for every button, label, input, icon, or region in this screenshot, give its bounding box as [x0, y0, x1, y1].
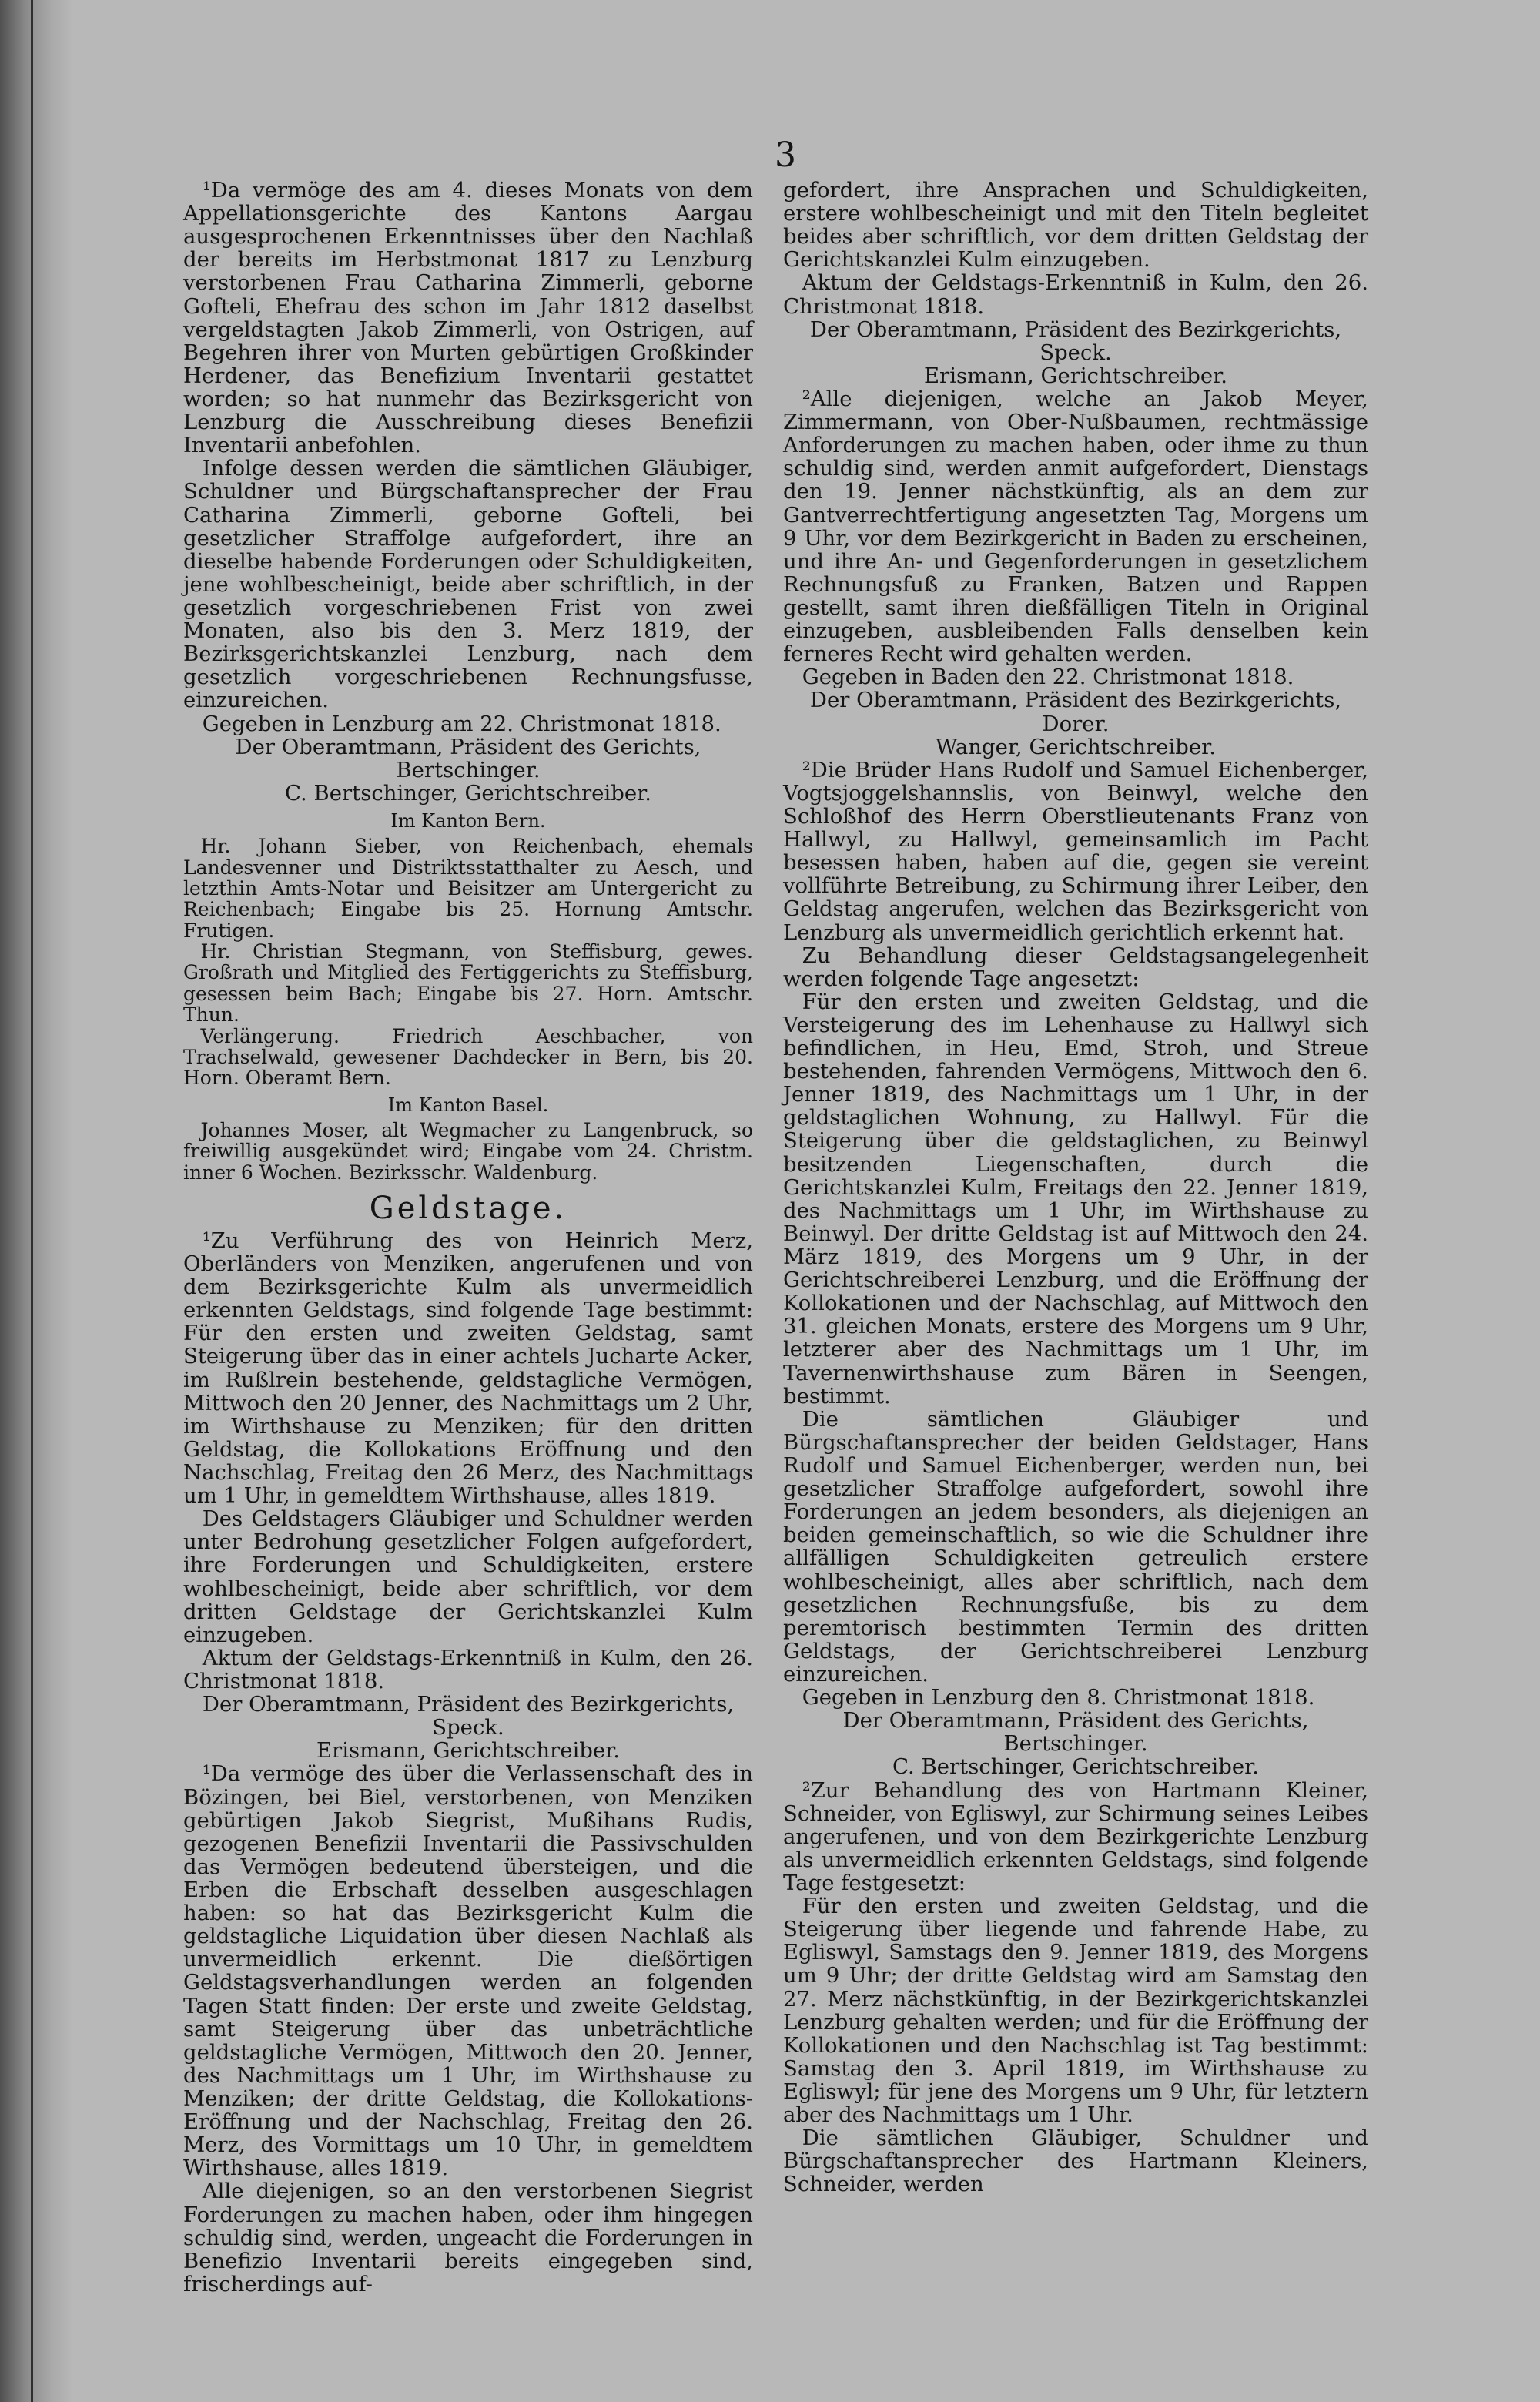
notice-text: ²Zur Behandlung des von Hartmann Kleiner, Schneider, von Egliswyl, zur Schirmung seines Leibes angerufenen, und von dem Bezirkgerichte Lenzburg als unvermeidlich erkennten Geldstags, sind folgende Tage festgesetzt:	[783, 1777, 1368, 1895]
notice-text: gefordert, ihre Ansprachen und Schuldigkeiten, erstere wohlbescheinigt und mit den Titeln begleitet beides aber schriftlich, vor dem dritten Geldstag der Gerichtskanzlei Kulm einzugeben.	[783, 178, 1368, 273]
notice-text: Infolge dessen werden die sämtlichen Gläubiger, Schuldner und Bürgschaftansprecher der Frau Catharina Zimmerli, geborne Gofteli, bei gesetzlicher Straffolge aufgefordert, ihre an dieselbe habende Forderungen oder Schuldigkeiten, jene wohlbescheinigt, beide aber schriftlich, in der gesetzlich vorgeschriebenen Frist von zwei Monaten, also bis den 3. Merz 1819, der Bezirksgerichtskanzlei Lenzburg, nach dem gesetzlich vorgeschriebenen Rechnungsfusse, einzureichen.	[183, 456, 753, 713]
notice-text: Des Geldstagers Gläubiger und Schuldner werden unter Bedrohung gesetzlicher Folgen aufgefordert, ihre Forderungen und Schuldigkeiten, erstere wohlbescheinigt, beide aber schriftlich, vor dem dritten Geldstage der Gerichtskanzlei Kulm einzugeben.	[183, 1506, 753, 1647]
region-heading: Im Kanton Basel.	[387, 1094, 549, 1116]
notice-text: Hr. Johann Sieber, von Reichenbach, ehemals Landesvenner und Distriktsstatthalter zu Aesch, und letzthin Amts-Notar und Beisitzer am Untergericht zu Reichenbach; Eingabe bis 25. Hornung Amtschr. Frutigen.	[183, 835, 753, 942]
notice-text: Für den ersten und zweiten Geldstag, und die Steigerung über liegende und fahrende Habe, zu Egliswyl, Samstags den 9. Jenner 1819, des Morgens um 9 Uhr; der dritte Geldstag wird am Samstag den 27. Merz nächstkünftig, in der Bezirkgerichtskanzlei Lenzburg gehalten werden; und für die Eröffnung der Kollokationen und den Nachschlag ist Tag bestimmt: Samstag den 3. April 1819, im Wirthshause zu Egliswyl; für jene des Morgens um 9 Uhr, für letztern aber des Nachmittags um 1 Uhr.	[783, 1894, 1368, 2128]
signature-line: Der Oberamtmann, Präsident des Gerichts,	[235, 734, 701, 759]
signature-line: Bertschinger.	[396, 757, 541, 782]
signature-line: Der Oberamtmann, Präsident des Bezirkgerichts,	[202, 1692, 735, 1717]
binding-edge	[31, 0, 33, 2402]
notice-date: Aktum der Geldstags-Erkenntniß in Kulm, den 26. Christmonat 1818.	[183, 1645, 753, 1693]
signature-line: Speck.	[432, 1715, 504, 1740]
notice-text: Die sämtlichen Gläubiger, Schuldner und Bürgschaftansprecher des Hartmann Kleiners, Schneider, werden	[783, 2126, 1368, 2197]
notice-text: Für den ersten und zweiten Geldstag, und die Versteigerung des im Lehenhause zu Hallwyl sich befindlichen, in Heu, Emd, Stroh, und Streue bestehenden, fahrenden Vermögens, Mittwoch den 6. Jenner 1819, des Nachmittags um 1 Uhr, in der geldstaglichen Wohnung, zu Hallwyl. Für die Steigerung über die geldstaglichen, zu Beinwyl besitzenden Liegenschaften, durch die Gerichtskanzlei Kulm, Freitags den 22. Jenner 1819, des Nachmittags um 1 Uhr, im Wirthshause zu Beinwyl. Der dritte Geldstag ist auf Mittwoch den 24. März 1819, des Morgens um 9 Uhr, in der Gerichtschreiberei Lenzburg, und die Eröffnung der Kollokationen und der Nachschlag, auf Mittwoch den 31. gleichen Monats, erstere des Morgens um 9 Uhr, letzterer aber des Nachmittags um 1 Uhr, im Tavernenwirthshause zum Bären in Seengen, bestimmt.	[783, 989, 1368, 1409]
notice-date: Gegeben in Lenzburg den 8. Christmonat 1818.	[802, 1685, 1315, 1710]
notice-text: Die sämtlichen Gläubiger und Bürgschaftansprecher der beiden Geldstager, Hans Rudolf und Samuel Eichenberger, werden nun, bei gesetzlicher Straffolge aufgefordert, sowohl ihre Forderungen an jedem besonders, als diejenigen an beiden gemeinschaftlich, so wie die Schuldner ihre allfälligen Schuldigkeiten getreulich erstere wohlbescheinigt, alles aber schriftlich, nach dem gesetzlichen Rechnungsfuße, bis zu dem peremtorisch bestimmten Termin des dritten Geldstags, der Gerichtschreiberei Lenzburg einzureichen.	[783, 1406, 1368, 1687]
notice-date: Aktum der Geldstags-Erkenntniß in Kulm, den 26. Christmonat 1818.	[783, 270, 1368, 319]
signature-line: Wanger, Gerichtschreiber.	[936, 734, 1216, 759]
signature-line: C. Bertschinger, Gerichtschreiber.	[285, 780, 651, 806]
signature-line: Erismann, Gerichtschreiber.	[923, 363, 1228, 388]
section-heading: Geldstage.	[369, 1191, 567, 1227]
notice-text: ²Alle diejenigen, welche an Jakob Meyer, Zimmermann, von Ober-Nußbaumen, rechtmässige Anforderungen zu machen haben, oder ihme zu thun schuldig sind, werden anmit aufgefordert, Dienstags den 19. Jenner nächstkünftig, als an dem zur Gantverrechtfertigung angesetzten Tag, Morgens um 9 Uhr, vor dem Bezirkgericht in Baden zu erscheinen, und ihre An- und Gegenforderungen in gesetzlichem Rechnungsfuß zu Franken, Batzen und Rappen gestellt, samt ihren dießfälligen Titeln in Original einzugeben, ausbleibenden Falls denselben kein ferneres Recht wird gehalten werden.	[783, 386, 1368, 667]
notice-text: Alle diejenigen, so an den verstorbenen Siegrist Forderungen zu machen haben, oder ihm hingegen schuldig sind, werden, ungeacht die Forderungen in Benefizio Inventarii bereits eingegeben sind, frischerdings auf-	[183, 2179, 753, 2296]
notice-text: Hr. Christian Stegmann, von Steffisburg, gewes. Großrath und Mitglied des Fertiggerichts zu Steffisburg, gesessen beim Bach; Eingabe bis 27. Horn. Amtschr. Thun.	[183, 940, 753, 1027]
notice-text: Zu Behandlung dieser Geldstagsangelegenheit werden folgende Tage angesetzt:	[783, 943, 1368, 991]
signature-line: Speck.	[1040, 340, 1112, 365]
signature-line: Bertschinger.	[1003, 1731, 1148, 1757]
signature-line: Der Oberamtmann, Präsident des Gerichts,	[842, 1708, 1309, 1734]
notice-date: Gegeben in Lenzburg am 22. Christmonat 1818.	[202, 711, 721, 736]
notice-text: ²Die Brüder Hans Rudolf und Samuel Eichenberger, Vogtsjoggelshannslis, von Beinwyl, welche den Schloßhof des Herrn Oberstlieutenants Franz von Hallwyl, zu Hallwyl, gemeinsamlich im Pacht besessen haben, haben auf die, gegen sie vereint vollführte Betreibung, zu Schirmung ihrer Leiber, den Geldstag angerufen, welchen das Bezirksgericht von Lenzburg als unvermeidlich gerichtlich erkennt hat.	[783, 757, 1368, 945]
book-gutter	[0, 0, 73, 2402]
left-column	[183, 179, 753, 2296]
right-column	[783, 179, 1368, 2196]
region-heading: Im Kanton Bern.	[390, 809, 546, 832]
page-number: 3	[775, 136, 796, 175]
signature-line: Der Oberamtmann, Präsident des Bezirkgerichts,	[809, 317, 1342, 342]
notice-text: ¹Da vermöge des am 4. dieses Monats von dem Appellationsgerichte des Kantons Aargau ausgesprochenen Erkenntnisses über den Nachlaß der bereits im Herbstmonat 1817 zu Lenzburg verstorbenen Frau Catharina Zimmerli, geborne Gofteli, Ehefrau des schon im Jahr 1812 daselbst vergeldstagten Jakob Zimmerli, von Ostrigen, auf Begehren ihrer von Murten gebürtigen Großkinder Herdener, das Benefizium Inventarii gestattet worden; so hat nunmehr das Bezirksgericht von Lenzburg die Ausschreibung dieses Benefizii Inventarii anbefohlen.	[183, 178, 753, 458]
signature-line: Erismann, Gerichtschreiber.	[316, 1738, 621, 1764]
notice-text: Johannes Moser, alt Wegmacher zu Langenbruck, so freiwillig ausgekündet wird; Eingabe vom 24. Christm. inner 6 Wochen. Bezirksschr. Waldenburg.	[183, 1118, 753, 1184]
notice-text: ¹Zu Verführung des von Heinrich Merz, Oberländers von Menziken, angerufenen und von dem Bezirksgerichte Kulm als unvermeidlich erkennten Geldstags, sind folgende Tage bestimmt: Für den ersten und zweiten Geldstag, samt Steigerung über das in einer achtels Jucharte Acker, im Rußlrein bestehende, geldstagliche Vermögen, Mittwoch den 20 Jenner, des Nachmittags um 2 Uhr, im Wirthshause zu Menziken; für den dritten Geldstag, die Kollokations Eröffnung und den Nachschlag, Freitag den 26 Merz, des Nachmittags um 1 Uhr, in gemeldtem Wirthshause, alles 1819.	[183, 1228, 753, 1509]
notice-text: Verlängerung. Friedrich Aeschbacher, von Trachselwald, gewesener Dachdecker in Bern, bis 20. Horn. Oberamt Bern.	[183, 1024, 753, 1090]
signature-line: Der Oberamtmann, Präsident des Bezirkgerichts,	[809, 688, 1342, 713]
notice-text: ¹Da vermöge des über die Verlassenschaft des in Bözingen, bei Biel, verstorbenen, von Menziken gebürtigen Jakob Siegrist, Mußihans Rudis, gezogenen Benefizii Inventarii die Passivschulden das Vermögen bedeutend übersteigen, und die Erben die Erbschaft desselben ausgeschlagen haben: so hat das Bezirksgericht Kulm die geldstagliche Liquidation über diesen Nachlaß als unvermeidlich erkennt. Die dießörtigen Geldstagsverhandlungen werden an folgenden Tagen Statt finden: Der erste und zweite Geldstag, samt Steigerung über das unbeträchtliche geldstagliche Vermögen, Mittwoch den 20. Jenner, des Nachmittags um 1 Uhr, im Wirthshause zu Menziken; der dritte Geldstag, die Kollokations-Eröffnung und der Nachschlag, Freitag den 26. Merz, des Vormittags um 10 Uhr, in gemeldtem Wirthshause, alles 1819.	[183, 1761, 753, 2181]
notice-date: Gegeben in Baden den 22. Christmonat 1818.	[802, 665, 1294, 690]
signature-line: Dorer.	[1042, 711, 1110, 736]
signature-line: C. Bertschinger, Gerichtschreiber.	[892, 1754, 1259, 1780]
